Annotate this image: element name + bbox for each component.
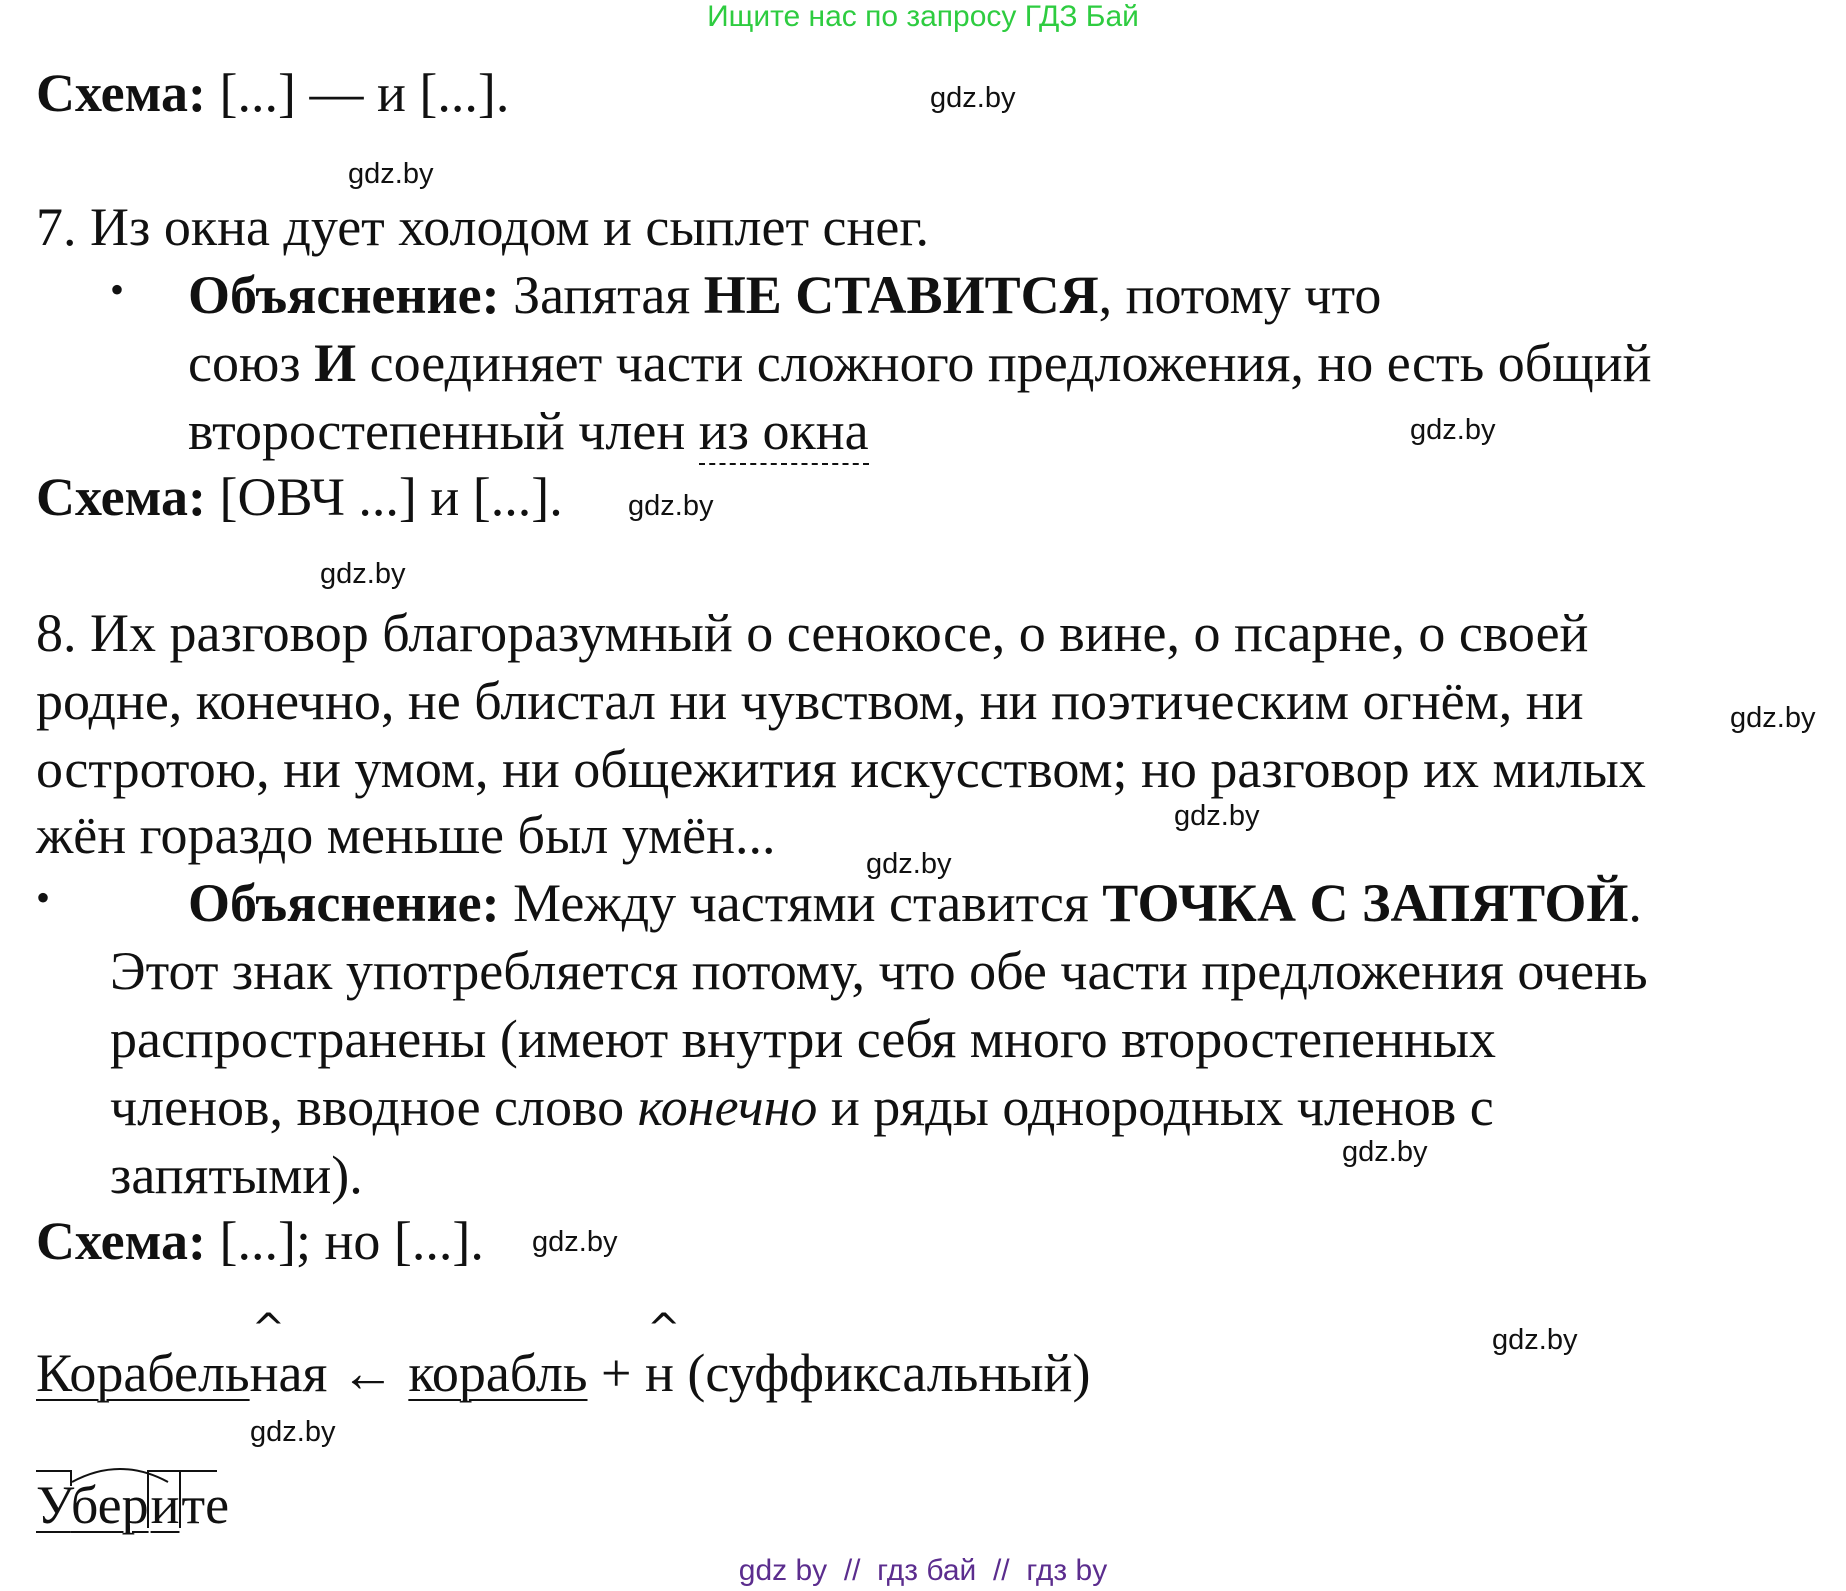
sentence-8-line4: жён гораздо меньше был умён... (36, 805, 776, 865)
scheme-body: [...] — и [...]. (206, 63, 510, 123)
formation-type: (суффиксальный) (673, 1343, 1091, 1403)
ending: ая (278, 1343, 328, 1403)
sentence-8-line1: 8. Их разговор благоразумный о сенокосе, о вине, о псарне, о своей (36, 603, 1589, 663)
bullet: • (110, 267, 125, 312)
sentence-8-line2: родне, конечно, не блистал ни чувством, ни поэтическим огнём, ни (36, 671, 1584, 731)
text: соединяет части сложного предложения, но есть общий (356, 333, 1652, 393)
word-stem (36, 1472, 149, 1538)
word-formation-1 (36, 1306, 1091, 1406)
suffix-box (149, 1472, 182, 1538)
italic-word: конечно (637, 1077, 818, 1137)
suffix-mark-icon: ^ (646, 1306, 681, 1352)
watermark: gdz.by (1174, 800, 1260, 832)
ending: те (181, 1475, 230, 1535)
word-root-base: Корабель (36, 1343, 250, 1403)
ending-mark-icon (179, 1470, 217, 1528)
emphasis: НЕ СТАВИТСЯ (703, 265, 1099, 325)
text: и ряды однородных членов с (817, 1077, 1494, 1137)
explanation-7-line2 (188, 330, 1652, 396)
word-morphemes-2 (36, 1472, 229, 1538)
scheme-8 (36, 1208, 484, 1274)
prefix-mark-icon (36, 1470, 72, 1486)
scheme-label: Схема: (36, 63, 207, 123)
suffix-letter: н (249, 1343, 279, 1403)
suffix-morpheme (644, 1306, 681, 1403)
watermark: gdz.by (866, 848, 952, 880)
scheme-body: [...]; но [...]. (206, 1211, 484, 1271)
scheme-body: [ОВЧ ...] и [...]. (206, 467, 563, 527)
text: членов, вводное слово (110, 1077, 638, 1137)
text: второстепенный член (188, 401, 699, 461)
explanation-8-line4 (110, 1074, 1494, 1140)
prefix: У (36, 1475, 71, 1535)
text: Запятая (499, 265, 704, 325)
scheme-label: Схема: (36, 1211, 207, 1271)
suffix-letter: н (644, 1343, 674, 1403)
watermark: gdz.by (320, 558, 406, 590)
text: союз (188, 333, 315, 393)
emphasis: И (314, 333, 357, 393)
text: . (1628, 873, 1642, 933)
explanation-8-line2: Этот знак употребляется потому, что обе части предложения очень (110, 941, 1648, 1001)
explanation-8-line1 (188, 870, 1642, 936)
scheme-7 (36, 464, 563, 530)
arrow: ← (327, 1343, 409, 1403)
emphasis: ТОЧКА С ЗАПЯТОЙ (1102, 873, 1629, 933)
explanation-label: Объяснение: (188, 873, 500, 933)
explanation-8-line5: запятыми). (110, 1145, 363, 1205)
bullet: • (36, 875, 51, 920)
watermark: gdz.by (1492, 1324, 1578, 1356)
top-banner: Ищите нас по запросу ГДЗ Бай (707, 0, 1139, 33)
suffix: и (150, 1475, 180, 1535)
plus: + (587, 1343, 645, 1403)
watermark: gdz.by (532, 1226, 618, 1258)
ending-box (181, 1472, 229, 1538)
explanation-label: Объяснение: (188, 265, 500, 325)
text: , потому что (1098, 265, 1382, 325)
footer-links[interactable]: gdz by // гдз бай // гдз by (738, 1554, 1108, 1587)
watermark: gdz.by (348, 158, 434, 190)
dashed-underlined-phrase: из окна (699, 401, 869, 465)
watermark: gdz.by (1730, 702, 1816, 734)
sentence-7: 7. Из окна дует холодом и сыплет снег. (36, 197, 929, 257)
scheme-6 (36, 60, 509, 126)
watermark: gdz.by (250, 1416, 336, 1448)
text: Между частями ставится (499, 873, 1103, 933)
base-word: корабль (408, 1343, 588, 1403)
watermark: gdz.by (1410, 414, 1496, 446)
explanation-8-line3: распространены (имеют внутри себя много второстепенных (110, 1009, 1497, 1069)
suffix-morpheme (249, 1306, 286, 1403)
watermark: gdz.by (628, 490, 714, 522)
suffix-mark-icon: ^ (251, 1306, 286, 1352)
watermark: gdz.by (1342, 1136, 1428, 1168)
sentence-8-line3: остротою, ни умом, ни общежития искусством; но разговор их милых (36, 739, 1646, 799)
scheme-label: Схема: (36, 467, 207, 527)
explanation-7-line1 (188, 262, 1381, 328)
explanation-7-line3 (188, 398, 869, 464)
root: бер (70, 1475, 149, 1535)
watermark: gdz.by (930, 82, 1016, 114)
